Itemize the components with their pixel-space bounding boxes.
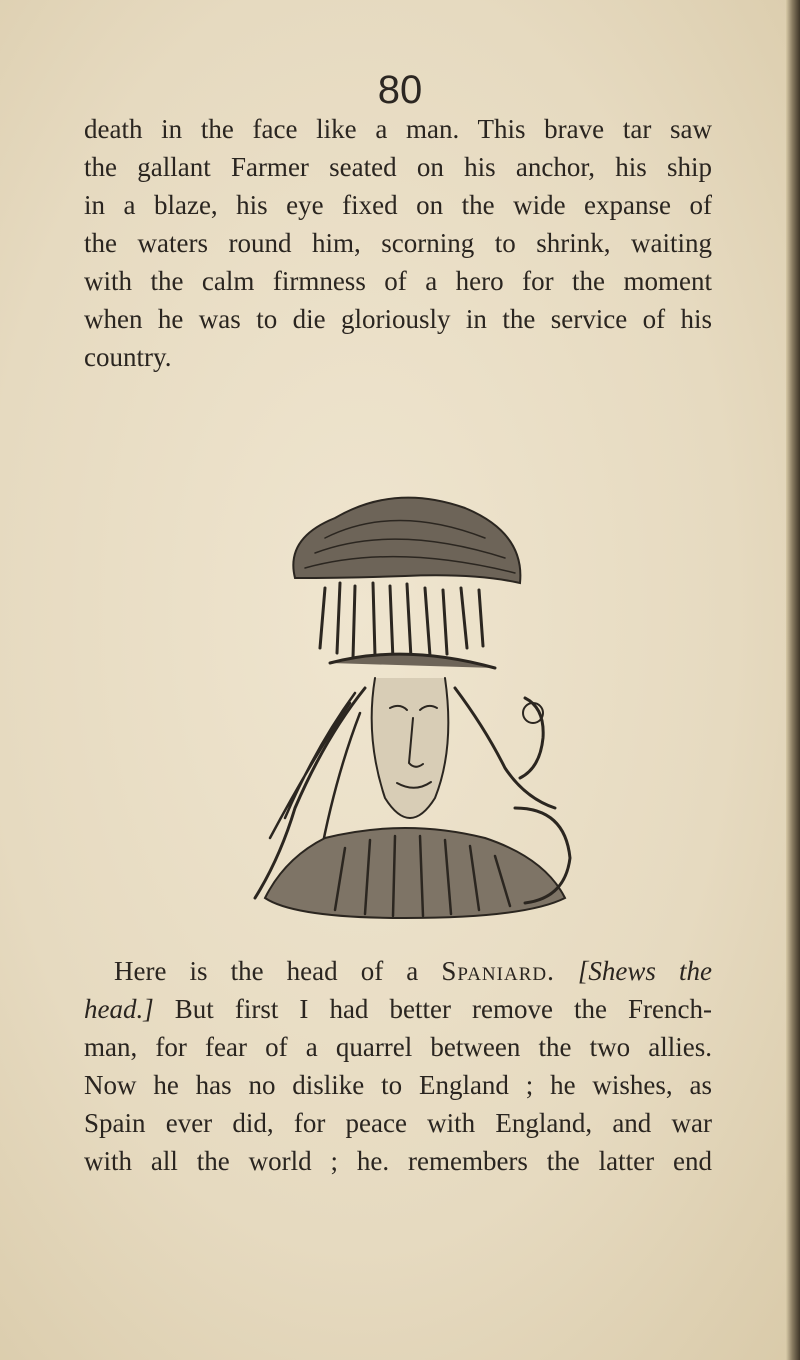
text-line: Spain ever did, for peace with England, and war [84, 1108, 712, 1138]
text-line [84, 952, 712, 990]
page-edge-shadow [786, 0, 800, 1360]
stage-direction: head.] [84, 994, 154, 1024]
text-line: Now he has no dislike to England ; he wishes, as [84, 1070, 712, 1100]
stage-direction: [Shews the [577, 956, 712, 986]
text-line: death in the face like a man. This brave tar saw [84, 114, 712, 144]
text-line: when he was to die gloriously in the service of his [84, 304, 712, 334]
paragraph-1 [84, 110, 712, 376]
text-line: with the calm firmness of a hero for the moment [84, 266, 712, 296]
text-run: Here is the head of a [114, 956, 442, 986]
text-line: with all the world ; he. remembers the latter end [84, 1146, 712, 1176]
text-line: the waters round him, scorning to shrink, waiting [84, 228, 712, 258]
text-line: the gallant Farmer seated on his anchor, his ship [84, 152, 712, 182]
page-number: 80 [377, 68, 423, 112]
text-line [84, 990, 712, 1028]
speaker-name: Spaniard. [441, 956, 555, 986]
text-line: in a blaze, his eye fixed on the wide expanse of [84, 190, 712, 220]
text-line: country. [84, 342, 172, 372]
text-run: But first I had better remove the French- [153, 994, 712, 1024]
paragraph-2 [84, 952, 712, 1180]
caricature-head-engraving-icon [225, 478, 595, 920]
text-line: man, for fear of a quarrel between the two allies. [84, 1032, 712, 1062]
